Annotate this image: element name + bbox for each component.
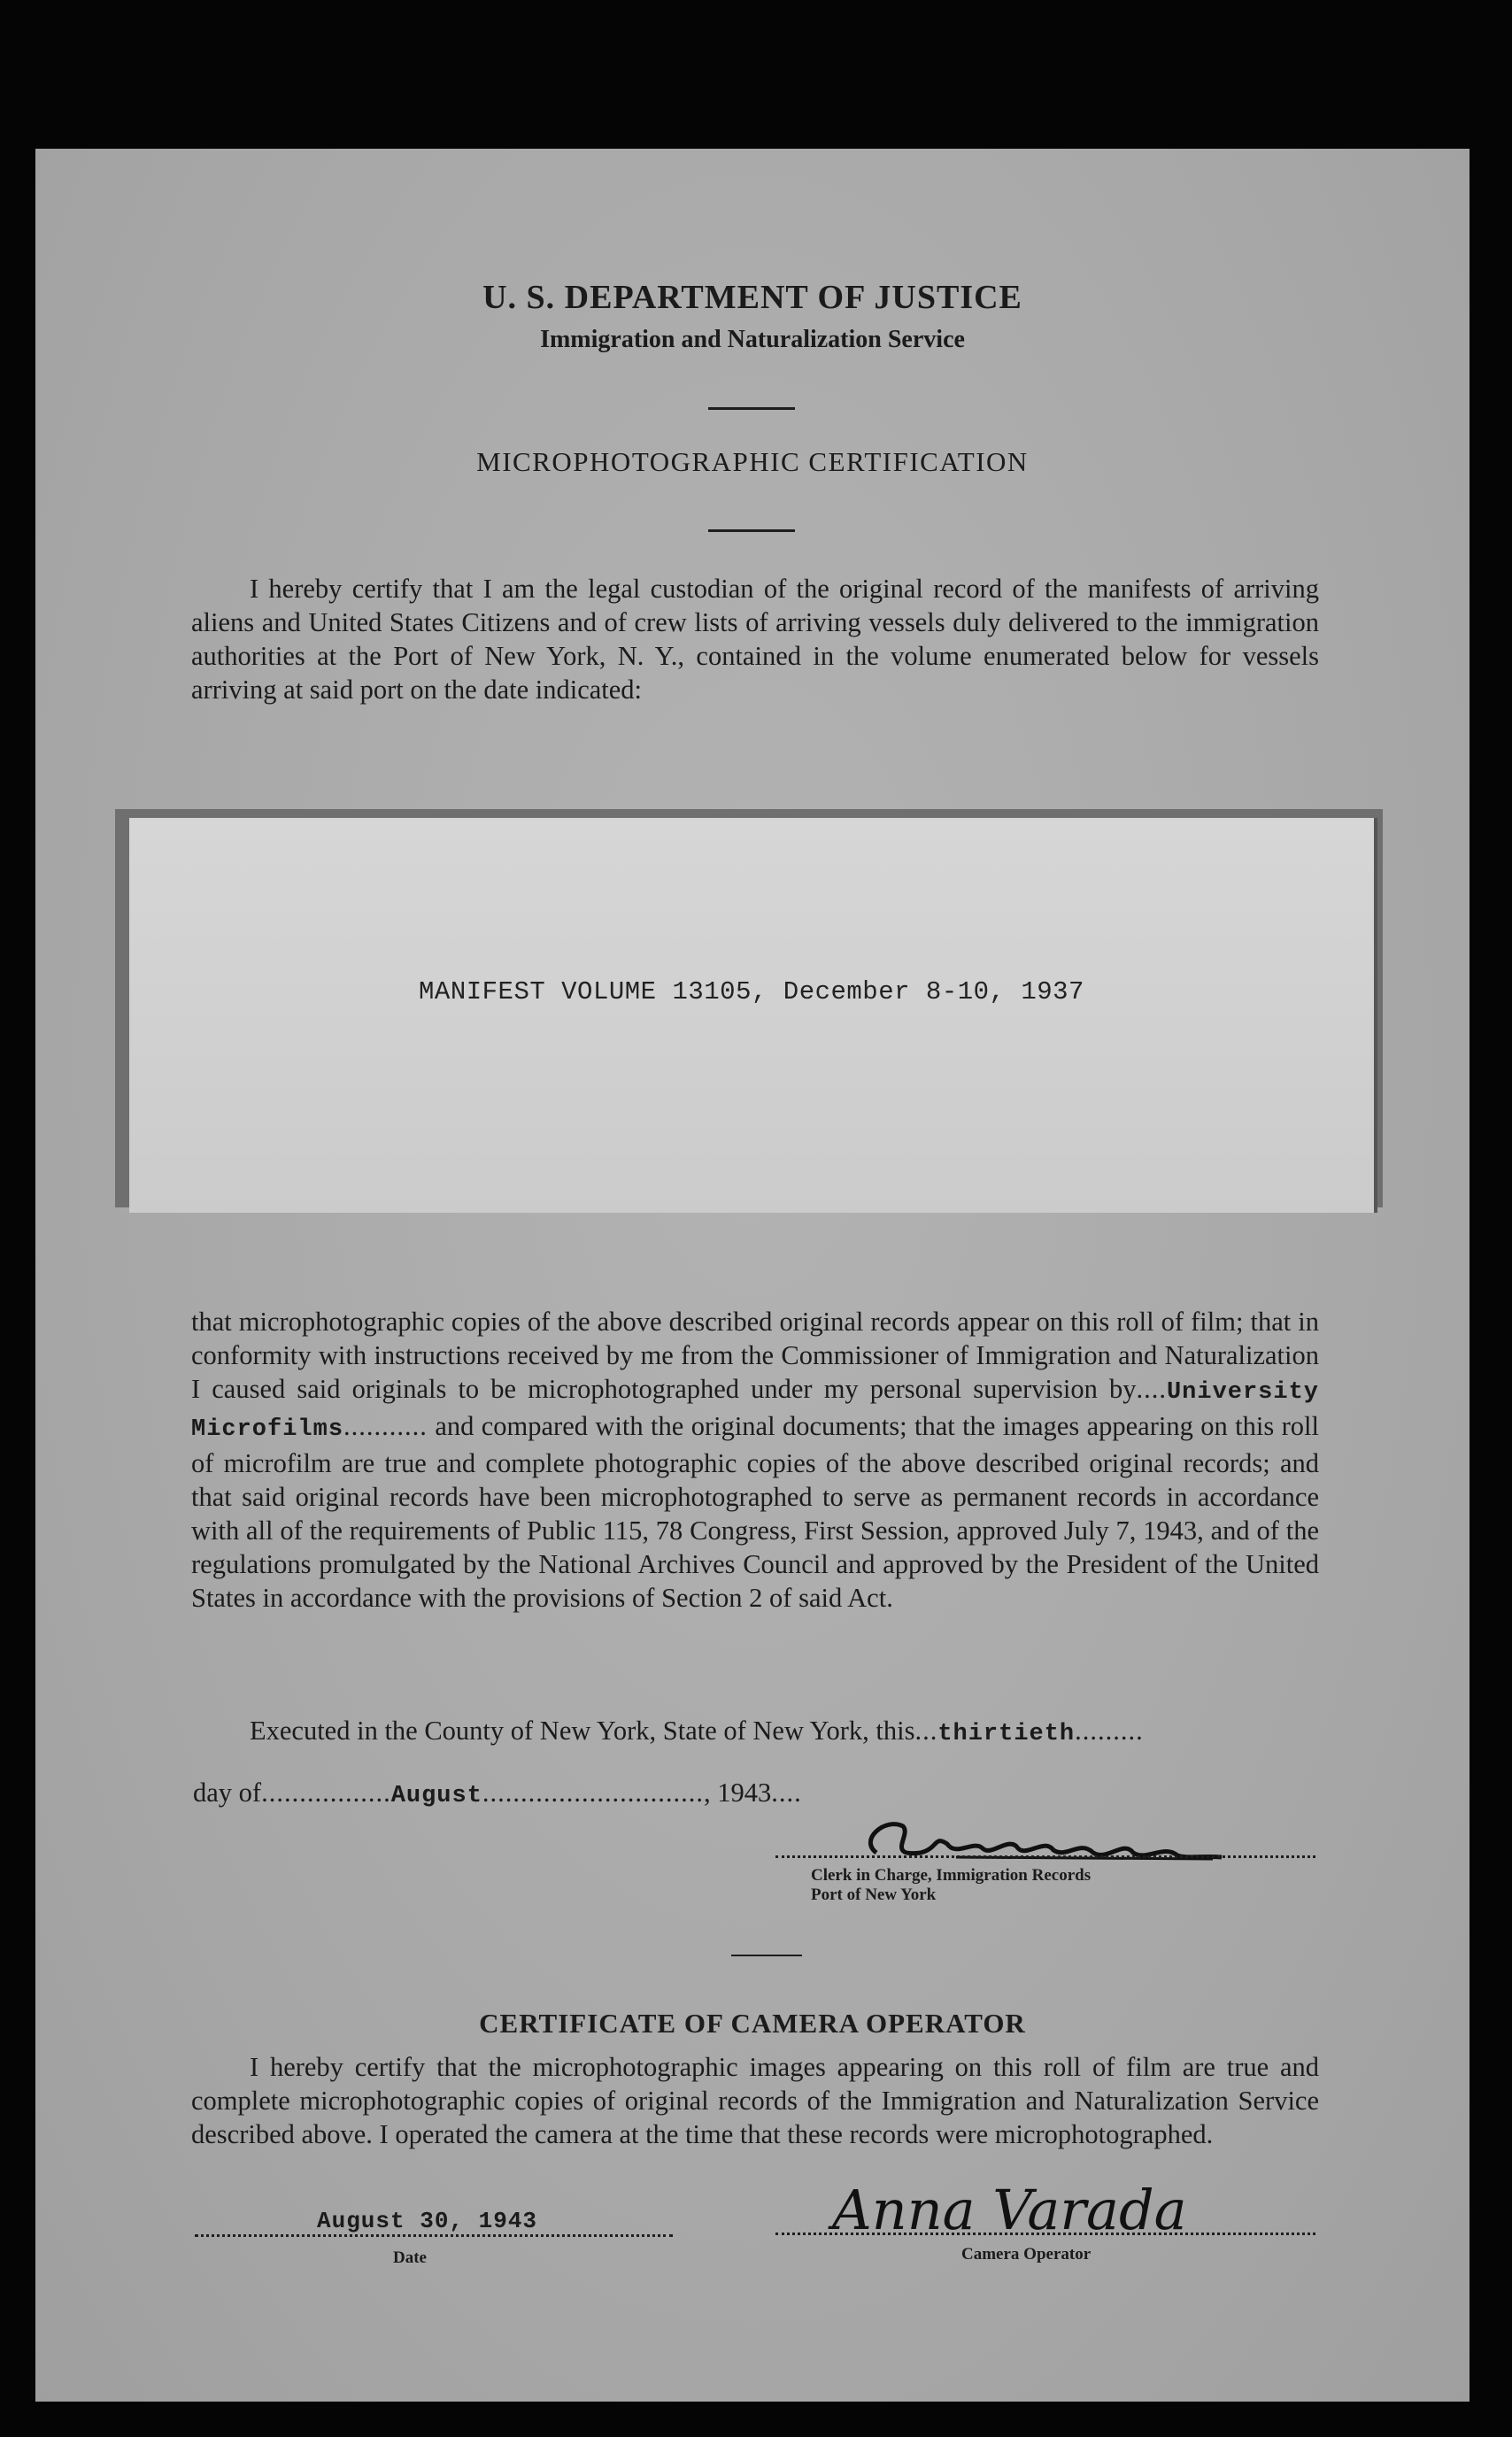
body-part1: that microphotographic copies of the above described original records appear on this roll of film; that in conformity with instructions received by me from the Commissioner of Immigration and Naturalization I caused said originals to be microphotographed under my personal supervision by: [191, 1307, 1319, 1404]
operator-signature: Anna Varada: [832, 2178, 1187, 2242]
volume-insert-slip: [129, 818, 1377, 1213]
camera-date-value: August 30, 1943: [317, 2208, 538, 2234]
divider: [731, 1955, 802, 1956]
execution-line: [250, 1716, 1144, 1747]
body-part2: and compared with the original documents; that the images appearing on this roll of microfilm are true and complete photographic copies of the above described original records; and that said original records have been microphotographed to serve as permanent records in accordance with all of the requirements of Public 115, 78 Congress, First Session, approved July 7, 1943, and of the regulations promulgated by the National Archives Council and approved by the President of the United States in accordance with the provisions of Section 2 of said Act.: [191, 1411, 1319, 1613]
intro-paragraph: [191, 572, 1319, 706]
day-value: thirtieth: [937, 1721, 1076, 1747]
dot-leader: ...: [914, 1716, 938, 1746]
operator-signature-line: [775, 2233, 1315, 2235]
date-label: Date: [393, 2248, 427, 2267]
dot-leader: ...........: [343, 1411, 428, 1441]
clerk-signature-line: [775, 1855, 1315, 1858]
operator-label: Camera Operator: [961, 2245, 1092, 2263]
divider: [708, 529, 795, 532]
clerk-title: Clerk in Charge, Immigration Records: [811, 1866, 1092, 1885]
dot-leader: .................: [261, 1778, 391, 1808]
certificate-sheet: [35, 149, 1470, 2402]
certification-title: MICROPHOTOGRAPHIC CERTIFICATION: [476, 446, 1029, 477]
dot-leader: .............................: [482, 1778, 705, 1808]
intro-text: I hereby certify that I am the legal custodian of the original record of the manifests of arriving aliens and United States Citizens and of crew lists of arriving vessels duly delivered to the immigration authorities at the Port of New York, N. Y., contained in the volume enumerated below for vessels arriving at said port on the date indicated:: [191, 574, 1319, 705]
camera-section-title: CERTIFICATE OF CAMERA OPERATOR: [479, 2008, 1026, 2039]
execution-prefix: Executed in the County of New York, State of New York, this: [250, 1716, 915, 1746]
year-value: , 1943: [704, 1778, 772, 1808]
dot-leader: ....: [771, 1778, 802, 1808]
day-of-label: day of: [193, 1778, 262, 1808]
operator-signature-image: [823, 2169, 1284, 2248]
camera-statement-paragraph: [191, 2050, 1319, 2151]
clerk-location: Port of New York: [811, 1886, 937, 1904]
month-value: August: [390, 1783, 482, 1809]
date-line: [195, 2234, 673, 2237]
volume-insert-text: MANIFEST VOLUME 13105, December 8-10, 1937: [419, 977, 1084, 1006]
dot-leader: ....: [1136, 1374, 1167, 1404]
department-title: U. S. DEPARTMENT OF JUSTICE: [482, 279, 1022, 316]
date-line: [193, 1778, 802, 1809]
dot-leader: .........: [1075, 1716, 1144, 1746]
body-paragraph: [191, 1305, 1319, 1615]
divider: [708, 407, 795, 410]
camera-statement: I hereby certify that the microphotographic images appearing on this roll of film are true and complete microphotographic copies of original records of the Immigration and Naturalization Service described above. I operated the camera at the time that these records were microphotographed.: [191, 2052, 1319, 2149]
service-subtitle: Immigration and Naturalization Service: [540, 326, 965, 353]
supervisor-value: University Microfilms: [191, 1379, 1319, 1443]
body-text: [191, 1305, 1319, 1615]
